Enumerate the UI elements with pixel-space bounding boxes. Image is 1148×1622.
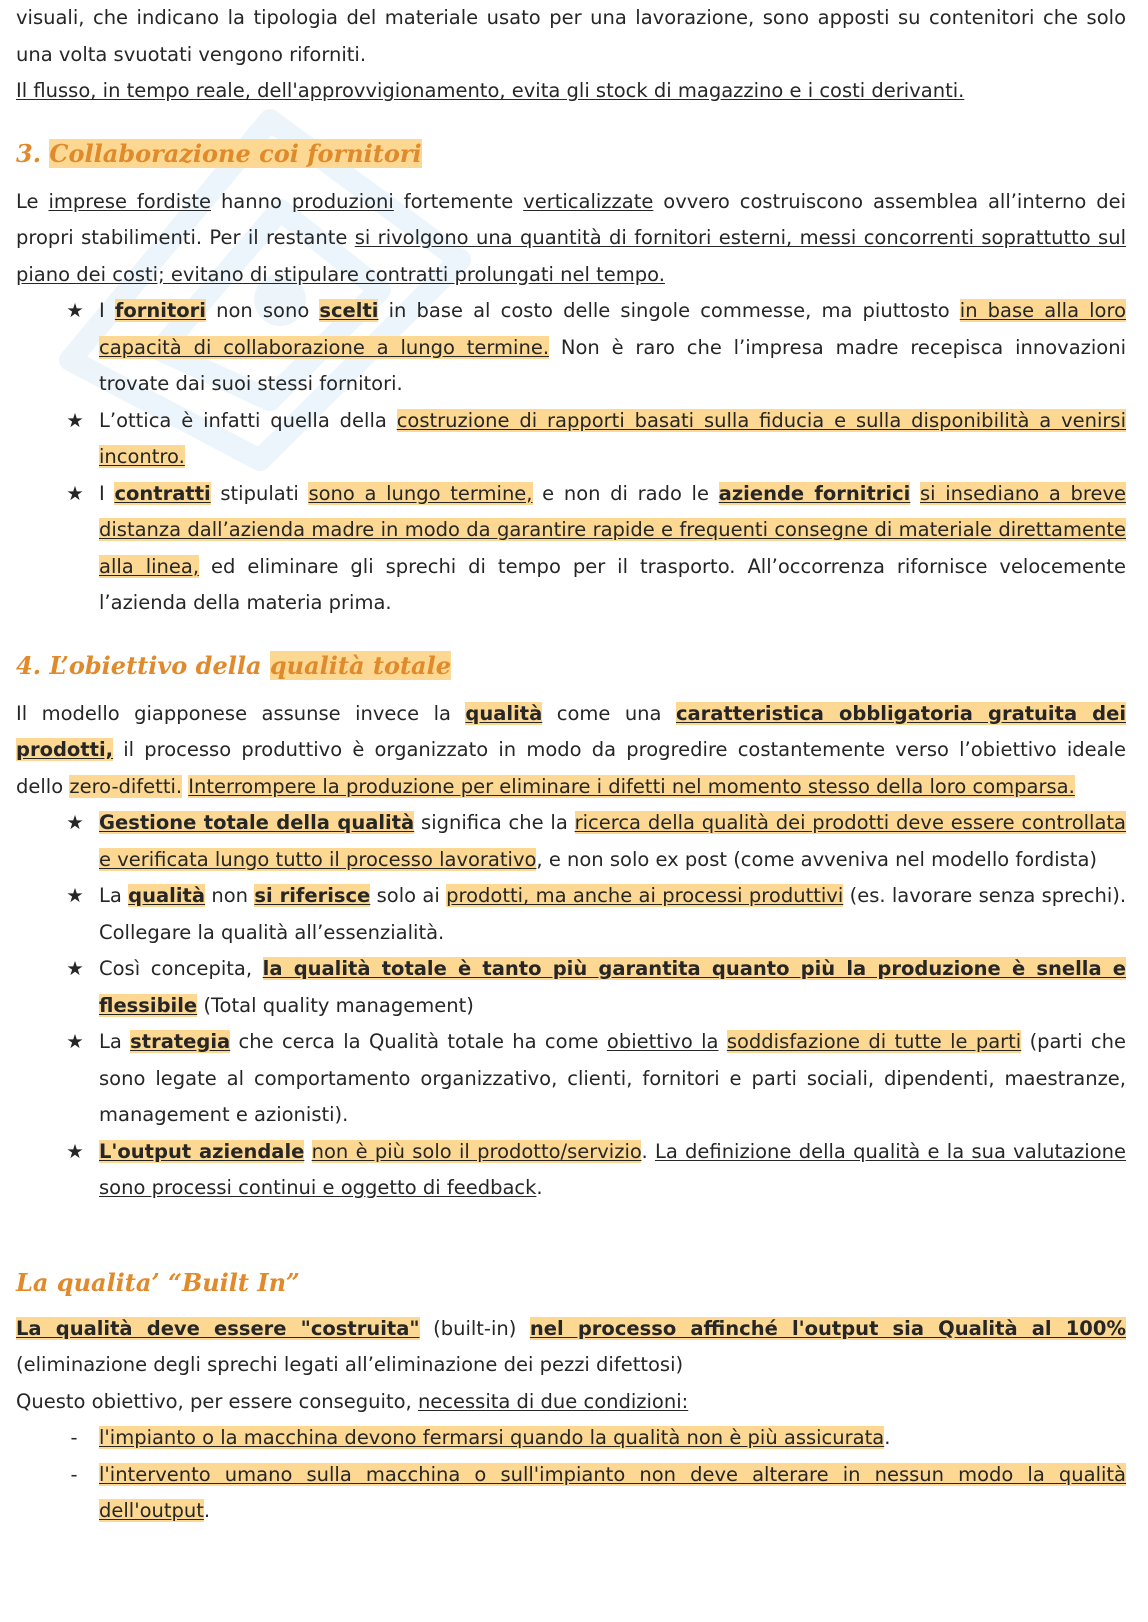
built-in-paragraph: La qualità deve essere "costruita" (built-in) nel processo affinché l'output sia Qualità al 100% (eliminazione degli sprechi legati all’eliminazione dei pezzi difettosi) <box>16 1316 1126 1376</box>
star-icon: ★ <box>66 299 84 322</box>
section-3-paragraph: Le imprese fordiste hanno produzioni fortemente verticalizzate ovvero costruiscono assemblea all’interno dei propri stabilimenti. Per il restante si rivolgono una quantità di fornitori esterni, messi concorrenti soprattutto sul piano dei costi; evitano di stipulare contratti prolungati nel tempo. <box>16 189 1127 286</box>
dash-icon: - <box>70 1426 78 1449</box>
star-icon: ★ <box>66 481 84 505</box>
list-item: ★ La qualità non si riferisce solo ai prodotti, ma anche ai processi produttivi (es. lavorare senza sprechi). Collegare la qualità all’essenzialità. <box>16 878 1126 951</box>
star-icon: ★ <box>66 1139 84 1163</box>
conditions-intro: Questo obiettivo, per essere conseguito, necessita di due condizioni: <box>16 1389 689 1413</box>
list-item: ★ Così concepita, la qualità totale è tanto più garantita quanto più la produzione è snella e flessibile (Total quality management) <box>16 951 1126 1024</box>
list-item: ★ I contratti stipulati sono a lungo termine, e non di rado le aziende fornitrici si insediano a breve distanza dall’azienda madre in modo da garantire rapide e frequenti consegne di materiale direttamente alla linea, ed eliminare gli sprechi di tempo per il trasporto. All’occorrenza rifornisce velocemente l’azienda della materia prima. <box>16 476 1126 622</box>
star-icon: ★ <box>66 1030 84 1053</box>
built-in-heading: La qualita’ “Built In” <box>16 1267 300 1297</box>
section-4-paragraph: Il modello giapponese assunse invece la qualità come una caratteristica obbligatoria gratuita dei prodotti, il processo produttivo è organizzato in modo da progredire costantemente verso l’obiettivo ideale dello zero-difetti. Interrompere la produzione per eliminare i difetti nel momento stesso della loro comparsa. <box>16 701 1127 798</box>
section-3-bullet-list <box>16 293 1126 622</box>
dash-icon: - <box>70 1462 78 1486</box>
list-item: ★ Gestione totale della qualità significa che la ricerca della qualità dei prodotti deve essere controllata e verificata lungo tutto il processo lavorativo, e non solo ex post (come avveniva nel modello fordista) <box>16 805 1126 878</box>
star-icon: ★ <box>66 884 84 907</box>
list-item: ★ La strategia che cerca la Qualità totale ha come obiettivo la soddisfazione di tutte le parti (parti che sono legate al comportamento organizzativo, clienti, fornitori e parti sociali, dipendenti, maestranze, management e azionisti). <box>16 1024 1126 1134</box>
star-icon: ★ <box>66 811 84 834</box>
list-item: - l'impianto o la macchina devono fermarsi quando la qualità non è più assicurata. <box>16 1420 1126 1457</box>
list-item: ★ I fornitori non sono scelti in base al costo delle singole commesse, ma piuttosto in base alla loro capacità di collaborazione a lungo termine. Non è raro che l’impresa madre recepisca innovazioni trovate dai suoi stessi fornitori. <box>16 293 1126 403</box>
section-4-bullet-list <box>16 805 1126 1207</box>
section-3-heading: 3. Collaborazione coi fornitori <box>16 138 422 168</box>
document-content <box>16 0 1126 1530</box>
intro-paragraph: visuali, che indicano la tipologia del materiale usato per una lavorazione, sono apposti su contenitori che solo una volta svuotati vengono riforniti. Il flusso, in tempo reale, dell'approvvigionamento, evita gli stock di magazzino e i costi derivanti. <box>16 6 1126 102</box>
list-item: ★ L'output aziendale non è più solo il prodotto/servizio. La definizione della qualità e la sua valutazione sono processi continui e oggetto di feedback. <box>16 1134 1126 1207</box>
star-icon: ★ <box>66 408 84 432</box>
section-4-heading: 4. L’obiettivo della qualità totale <box>16 650 451 680</box>
star-icon: ★ <box>66 957 84 980</box>
list-item: - l'intervento umano sulla macchina o sull'impianto non deve alterare in nessun modo la qualità dell'output. <box>16 1457 1126 1530</box>
conditions-list <box>16 1420 1126 1530</box>
intro-underlined-sentence: Il flusso, in tempo reale, dell'approvvigionamento, evita gli stock di magazzino e i costi derivanti. <box>16 79 965 102</box>
list-item: ★ L’ottica è infatti quella della costruzione di rapporti basati sulla fiducia e sulla disponibilità a venirsi incontro. <box>16 403 1126 476</box>
